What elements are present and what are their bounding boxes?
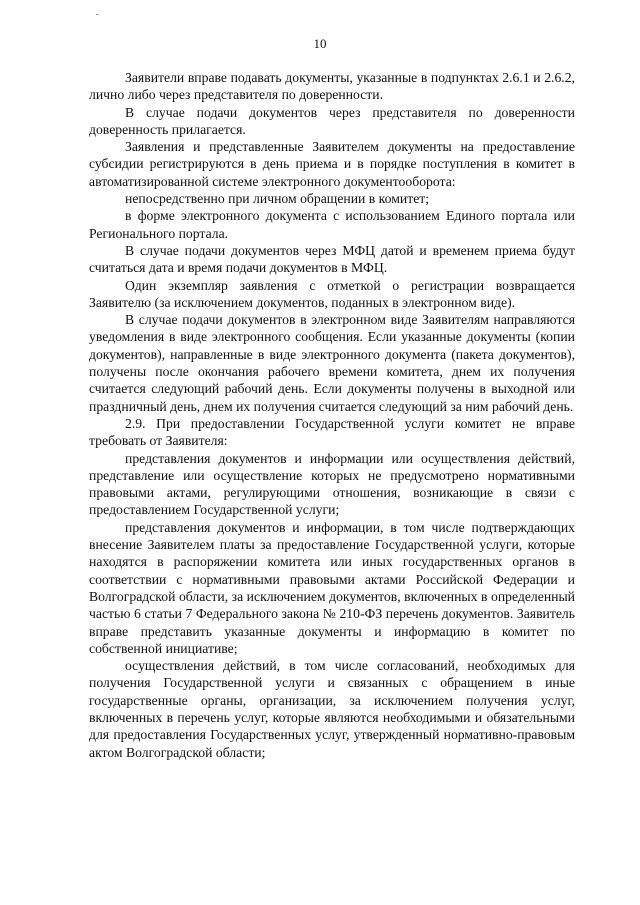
paragraph-section-2-9: 2.9. При предоставлении Государственной услуги комитет не вправе требовать от Заявителя: <box>89 415 575 449</box>
paragraph-registration: Заявления и представленные Заявителем документы на предоставление субсидии регистрируются в день приема и в порядке поступления в комитет в автоматизированной системе электронного документооборота: <box>89 139 575 189</box>
scan-artifact-mark <box>96 14 99 15</box>
paragraph-mfc-submission: В случае подачи документов через МФЦ датой и временем приема будут считаться дата и время подачи документов в МФЦ. <box>89 242 575 276</box>
paragraph-electronic-form: в форме электронного документа с использованием Единого портала или Регионального портала. <box>89 208 575 241</box>
paragraph-no-extra-documents: представления документов и информации или осуществления действий, представление или осуществление которых не предусмотрено нормативными правовыми актами, регулирующими отношения, возникающие в связи с предоставлением Государственной услуги; <box>89 450 575 518</box>
paragraph-no-extra-actions: осуществления действий, в том числе согласований, необходимых для получения Государственной услуги и связанных с обращением в иные государственные органы, организации, за исключением получения услуг, включенных в перечень услуг, которые являются необходимыми и обязательными для предоставления Государственных услуг, утвержденный нормативно-правовым актом Волгоградской области; <box>89 658 575 760</box>
document-body <box>89 69 575 761</box>
page-number: 10 <box>313 36 327 51</box>
paragraph-electronic-notifications: В случае подачи документов в электронном виде Заявителям направляются уведомления в виде электронного сообщения. Если указанные документы (копии документов), направленные в виде электронного документа (пакета документов), получены после окончания рабочего времени комитета, днем их получения считается следующий рабочий день. Если документы получены в выходной или праздничный день, днем их получения считается следующий за ним рабочий день. <box>89 312 575 414</box>
paragraph-no-held-documents: представления документов и информации, в том числе подтверждающих внесение Заявителем платы за предоставление Государственной услуги, которые находятся в распоряжении комитета или иных государственных органов в соответствии с нормативными правовыми актами Российской Федерации и Волгоградской области, за исключением документов, включенных в определенный частью 6 статьи 7 Федерального закона № 210-ФЗ перечень документов. Заявитель вправе представить указанные документы и информацию в комитет по собственной инициативе; <box>89 519 575 656</box>
paragraph-registration-copy: Один экземпляр заявления с отметкой о регистрации возвращается Заявителю (за исключением документов, поданных в электронном виде). <box>89 277 575 310</box>
paragraph-applicants-submission: Заявители вправе подавать документы, указанные в подпунктах 2.6.1 и 2.6.2, лично либо через представителя по доверенности. <box>89 70 575 103</box>
paragraph-personal-visit: непосредственно при личном обращении в комитет; <box>125 191 430 207</box>
paragraph-power-of-attorney: В случае подачи документов через представителя по доверенности доверенность прилагается. <box>89 104 575 137</box>
